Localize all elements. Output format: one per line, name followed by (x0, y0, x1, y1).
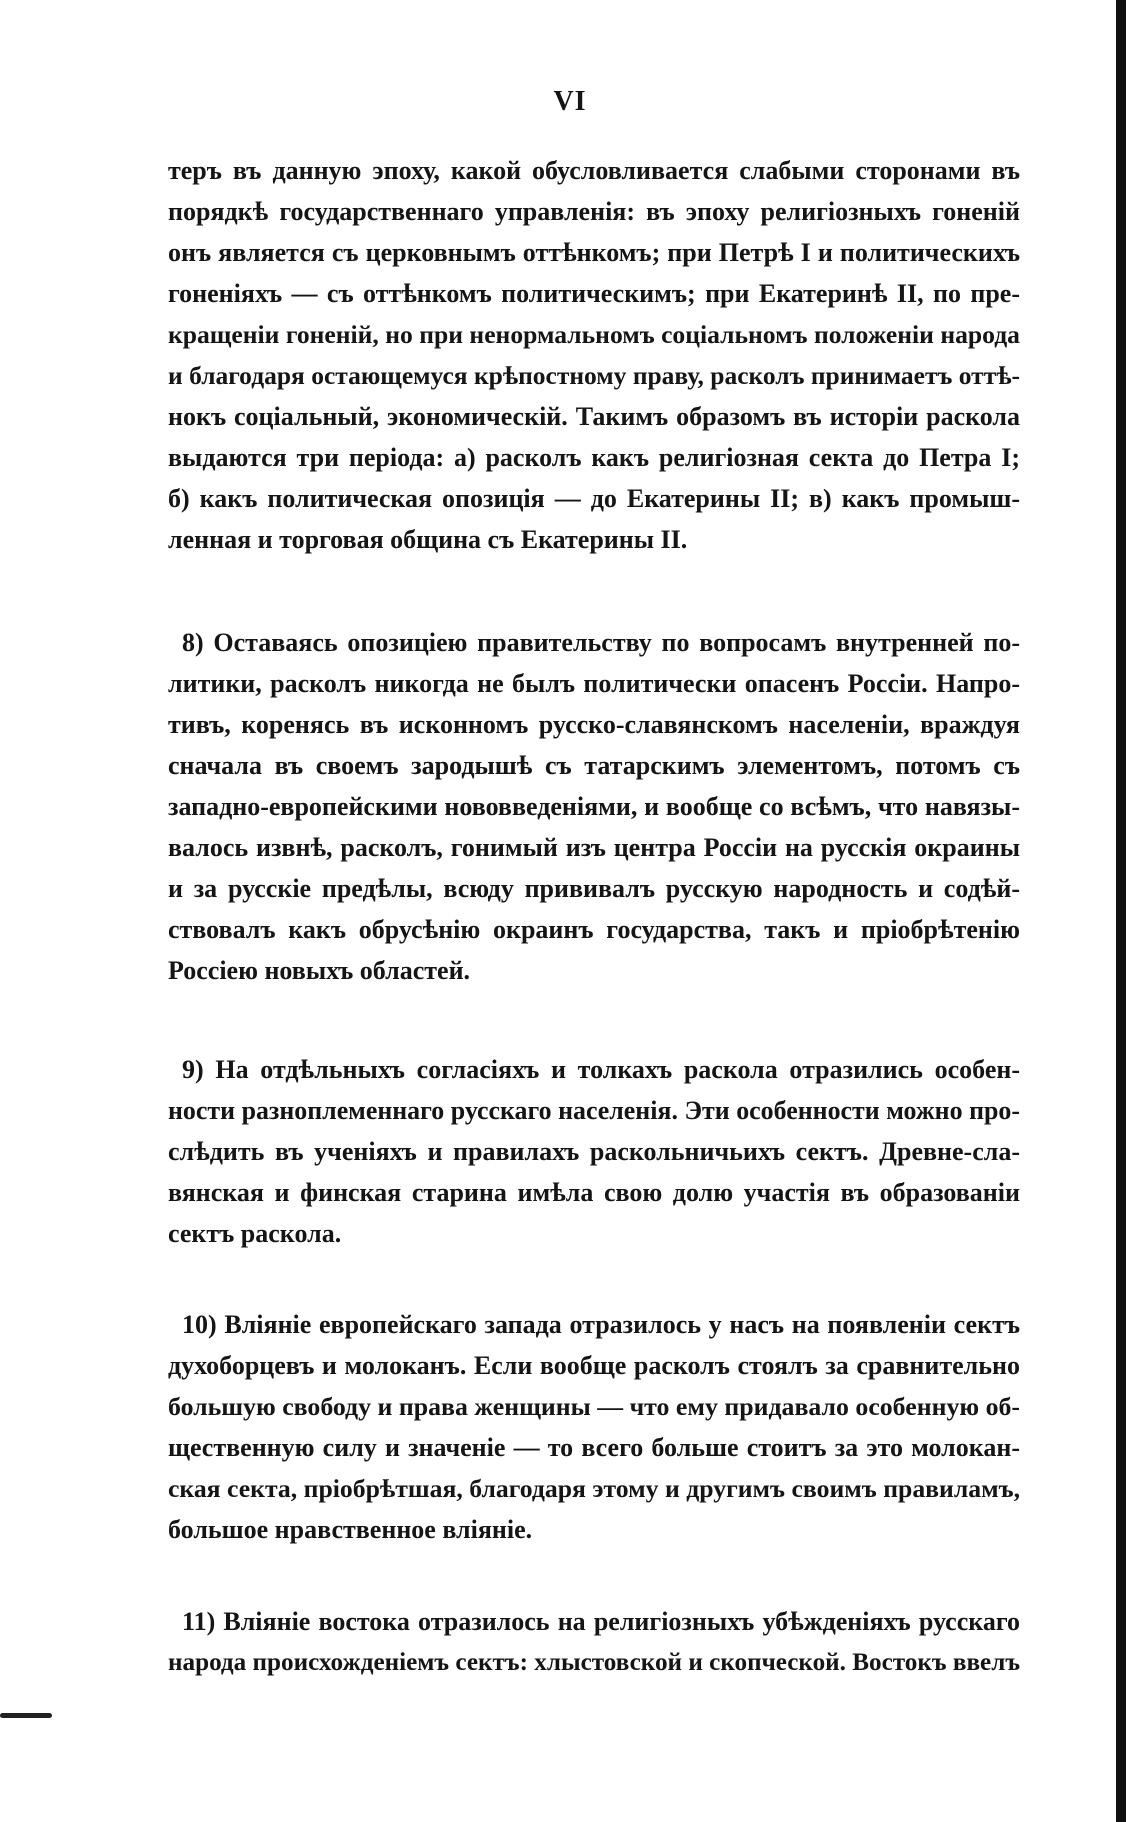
text-line: сектъ раскола. (168, 1219, 342, 1248)
text-line: сначала въ своемъ зародышѣ съ татарскимъ элементомъ, потомъ съ (168, 751, 1020, 780)
text-line: большое нравственное вліяніе. (168, 1515, 533, 1544)
text-line: гоненіяхъ — съ оттѣнкомъ политическимъ; при Екатеринѣ II, по пре- (168, 279, 1020, 308)
text-line: духоборцевъ и молоканъ. Если вообще расколъ стоялъ за сравнительно (168, 1351, 1020, 1380)
text-line: кращеніи гоненій, но при ненормальномъ соціальномъ положеніи народа (168, 320, 1020, 349)
paragraph-continuation (168, 150, 1020, 560)
text-line: 11) Вліяніе востока отразилось на религіозныхъ убѣжденіяхъ русскаго (182, 1607, 1020, 1636)
text-line: теръ въ данную эпоху, какой обусловливается слабыми сторонами въ (168, 156, 1020, 185)
text-line: слѣдить въ ученіяхъ и правилахъ раскольничьихъ сектъ. Древне-сла- (168, 1137, 1020, 1166)
text-line: западно-европейскими нововведеніями, и вообще со всѣмъ, что навязы- (168, 792, 1020, 821)
paragraph-8 (168, 622, 1020, 991)
text-line: и благодаря остающемуся крѣпостному праву, расколъ принимаетъ оттѣ- (168, 361, 1020, 390)
paragraph-10 (168, 1304, 1020, 1550)
text-line: порядкѣ государственнаго управленія: въ эпоху религіозныхъ гоненій (168, 197, 1020, 226)
text-line: онъ является съ церковнымъ оттѣнкомъ; при Петрѣ I и политическихъ (168, 238, 1020, 267)
text-line: выдаются три періода: а) расколъ какъ религіозная секта до Петра I; (168, 443, 1020, 472)
text-line: Россіею новыхъ областей. (168, 956, 471, 985)
text-line: валось извнѣ, расколъ, гонимый изъ центра Россіи на русскія окраины (168, 833, 1020, 862)
text-line: вянская и финская старина имѣла свою долю участія въ образованіи (168, 1178, 1020, 1207)
text-line: нокъ соціальный, экономическій. Такимъ образомъ въ исторіи раскола (168, 402, 1020, 431)
text-line: 9) На отдѣльныхъ согласіяхъ и толкахъ раскола отразились особен- (182, 1055, 1020, 1084)
text-line: ленная и торговая община съ Екатерины II. (168, 525, 688, 554)
margin-ink-mark (0, 1713, 52, 1718)
text-line: тивъ, коренясь въ исконномъ русско-славянскомъ населеніи, враждуя (168, 710, 1020, 739)
paragraph-9 (168, 1049, 1020, 1254)
page-number: VI (553, 86, 587, 117)
page-edge-border (1116, 0, 1126, 1822)
paragraph-11 (168, 1601, 1020, 1683)
text-line: б) какъ политическая опозиція — до Екатерины II; в) какъ промыш- (168, 484, 1020, 513)
text-line: народа происхожденіемъ сектъ: хлыстовской и скопческой. Востокъ ввелъ (168, 1649, 1020, 1676)
text-line: и за русскіе предѣлы, всюду прививалъ русскую народность и содѣй- (168, 874, 1020, 903)
text-line: 8) Оставаясь опозиціею правительству по вопросамъ внутренней по- (182, 628, 1020, 657)
text-line: большую свободу и права женщины — что ему придавало особенную об- (168, 1392, 1020, 1421)
text-line: ствовалъ какъ обрусѣнію окраинъ государства, такъ и пріобрѣтенію (168, 915, 1020, 944)
text-line: ская секта, пріобрѣтшая, благодаря этому и другимъ своимъ правиламъ, (168, 1474, 1020, 1503)
text-line: 10) Вліяніе европейскаго запада отразилось у насъ на появленіи сектъ (182, 1310, 1020, 1339)
text-line: щественную силу и значеніе — то всего больше стоитъ за это молокан- (168, 1433, 1020, 1462)
text-line: литики, расколъ никогда не былъ политически опасенъ Россіи. Напро- (168, 669, 1020, 698)
text-line: ности разноплеменнаго русскаго населенія. Эти особенности можно про- (168, 1096, 1020, 1125)
